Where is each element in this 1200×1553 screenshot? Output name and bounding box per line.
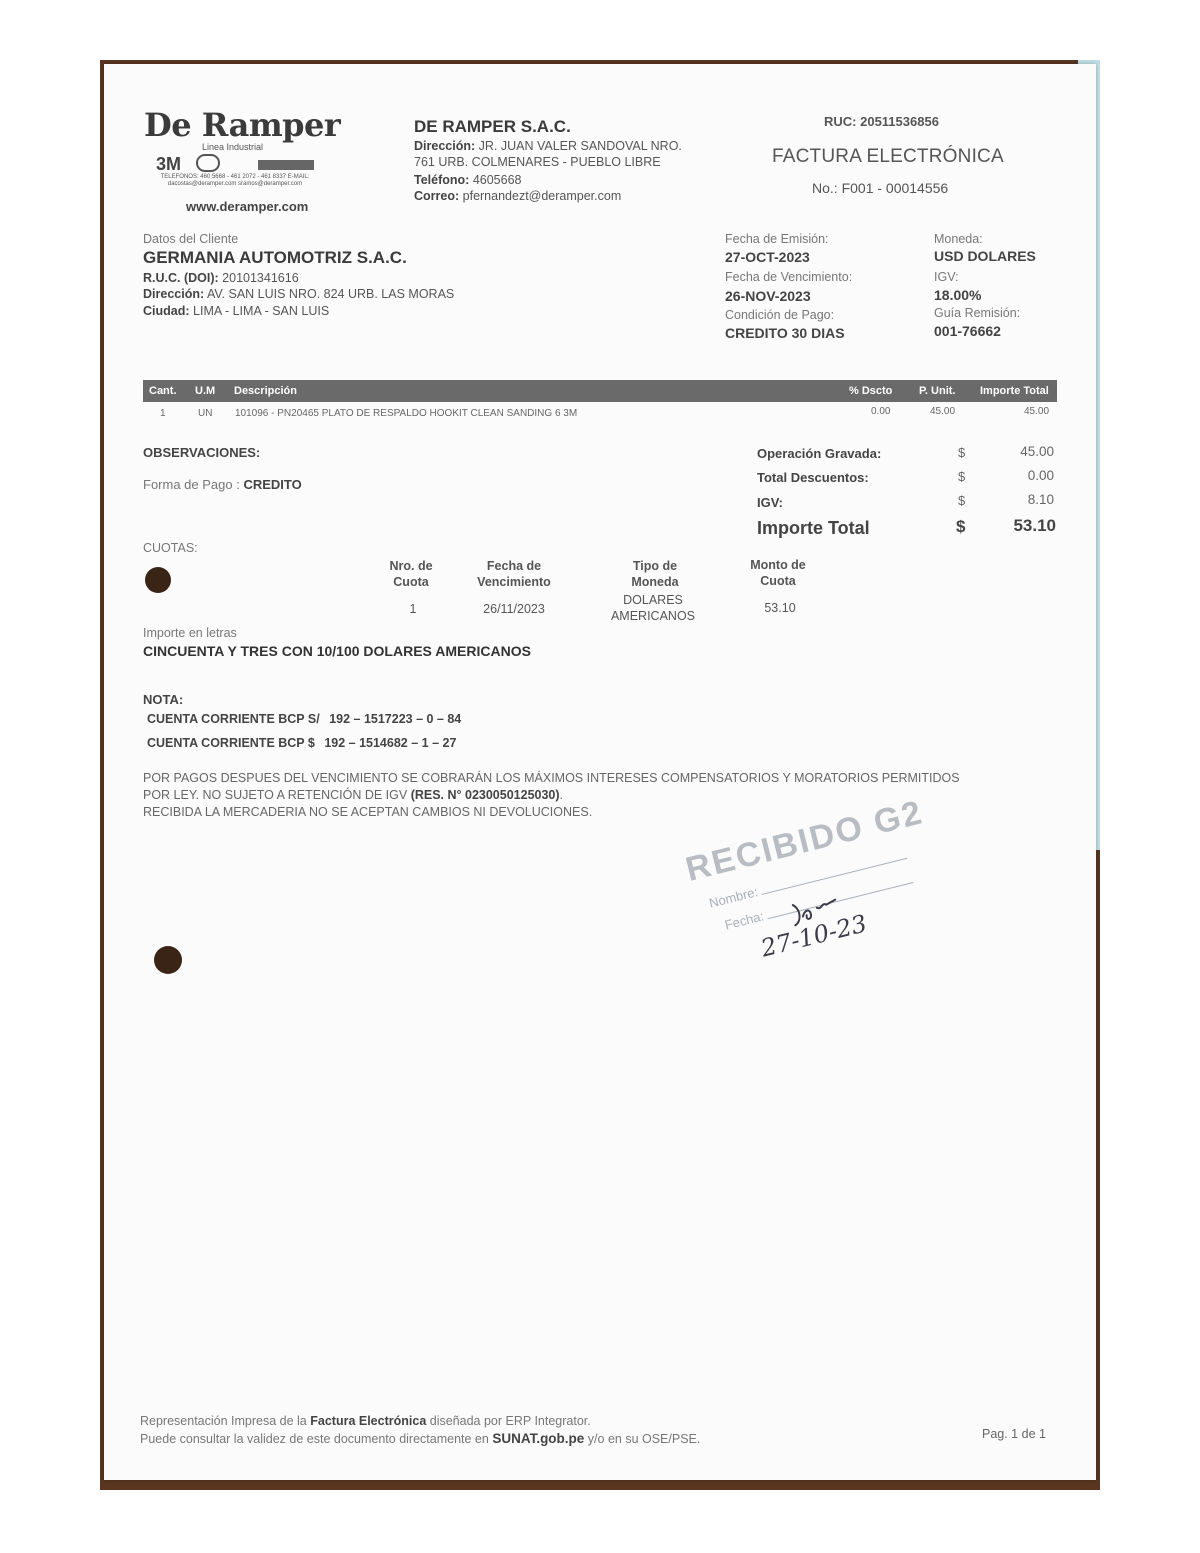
installment-amount-header (728, 557, 828, 589)
installment-amount-header-l1: Monto de (750, 558, 806, 572)
col-total: Importe Total (980, 385, 1049, 397)
payment-form-value: CREDITO (243, 477, 302, 492)
row-unit: UN (198, 408, 213, 419)
footer-line1-bold: Factura Electrónica (310, 1414, 427, 1428)
issuer-name: DE RAMPER S.A.C. (414, 117, 571, 136)
client-city-value: LIMA - LIMA - SAN LUIS (193, 304, 330, 318)
footer-line1-suffix: diseñada por ERP Integrator. (429, 1414, 591, 1428)
logo-tagline: Linea Industrial (202, 142, 264, 152)
logo-3m: 3M (156, 154, 182, 174)
issuer-ruc: RUC: 20511536856 (824, 114, 939, 129)
bank-account-usd-label: CUENTA CORRIENTE BCP $ (147, 736, 315, 750)
page-number: Pag. 1 de 1 (982, 1427, 1046, 1441)
installment-due-header-l1: Fecha de (486, 559, 542, 573)
table-row (143, 406, 1057, 422)
document-number: No.: F001 - 00014556 (812, 180, 949, 196)
logo-contact: TELEFONOS: 460 5668 - 461 2072 - 461 8337 E-MAIL: dacostas@deramper.com sramos@deramper.com (160, 174, 310, 187)
igv-amount: 8.10 (1027, 492, 1054, 507)
installments-title: CUOTAS: (143, 541, 198, 555)
igv-currency: $ (958, 493, 966, 508)
bank-account-pen-number: 192 – 1517223 – 0 – 84 (329, 712, 462, 726)
row-unit-price: 45.00 (930, 406, 956, 417)
issuer-phone (414, 173, 521, 187)
issuer-email-label: Correo: (414, 189, 460, 203)
installment-amount: 53.10 (764, 601, 796, 615)
issuer-address (414, 139, 682, 153)
client-ruc-label: R.U.C. (DOI): (143, 271, 219, 285)
installment-due-header-l2: Vencimiento (477, 575, 551, 589)
observations-title: OBSERVACIONES: (143, 445, 261, 460)
logo-bar (258, 160, 314, 170)
client-address (143, 287, 454, 301)
discounts-amount: 0.00 (1027, 468, 1054, 483)
stamp-name-label: Nombre: (707, 884, 760, 911)
bank-account-usd-number: 192 – 1514682 – 1 – 27 (324, 736, 457, 750)
client-address-value: AV. SAN LUIS NRO. 824 URB. LAS MORAS (206, 287, 455, 301)
installment-currency-header-l2: Moneda (631, 575, 679, 589)
footer-line1-prefix: Representación Impresa de la (140, 1414, 307, 1428)
installment-currency-header (600, 558, 710, 590)
payment-condition: CREDITO 30 DIAS (725, 325, 845, 341)
bank-account-pen-label: CUENTA CORRIENTE BCP S/ (147, 712, 320, 726)
igv-rate-label: IGV: (934, 270, 959, 284)
handwritten-date: 27-10-23 (758, 909, 870, 963)
total-label: Importe Total (757, 518, 870, 538)
col-discount: % Dscto (849, 385, 893, 397)
row-qty: 1 (160, 408, 166, 419)
taxable-currency: $ (958, 445, 966, 460)
logo-brand: De Ramper (144, 106, 341, 144)
note-title: NOTA: (143, 692, 184, 707)
row-total: 45.00 (1024, 406, 1050, 417)
issuer-address-line2: 761 URB. COLMENARES - PUEBLO LIBRE (414, 155, 661, 169)
col-unit-price: P. Unit. (919, 385, 956, 397)
row-discount: 0.00 (871, 406, 891, 417)
installment-currency (598, 592, 708, 624)
installment-amount-header-l2: Cuota (760, 574, 796, 588)
partner-logo-icon (196, 154, 220, 172)
total-amount: 53.10 (1013, 516, 1056, 535)
igv-rate: 18.00% (934, 287, 982, 303)
amount-in-words-label: Importe en letras (143, 626, 237, 640)
issue-date-label: Fecha de Emisión: (725, 232, 829, 246)
client-section-label: Datos del Cliente (143, 232, 239, 246)
terms-line2-suffix: . (559, 788, 564, 802)
issuer-phone-value: 4605668 (472, 173, 522, 187)
row-description: 101096 - PN20465 PLATO DE RESPALDO HOOKIT CLEAN SANDING 6 3M (235, 408, 578, 419)
terms-line1: POR PAGOS DESPUES DEL VENCIMIENTO SE COBRARÁN LOS MÁXIMOS INTERESES COMPENSATORIOS Y MORATORIOS PERMITIDOS (143, 771, 960, 785)
discounts-currency: $ (958, 469, 966, 484)
footer-line2 (140, 1430, 700, 1448)
footer-line2-suffix: y/o en su OSE/PSE. (587, 1432, 701, 1446)
taxable-amount: 45.00 (1020, 444, 1054, 459)
client-name: GERMANIA AUTOMOTRIZ S.A.C. (143, 248, 407, 267)
client-city-label: Ciudad: (143, 304, 190, 318)
logo-website: www.deramper.com (186, 199, 309, 214)
items-table-header (143, 380, 1057, 402)
installment-number: 1 (409, 602, 417, 616)
currency-label: Moneda: (934, 232, 983, 246)
installment-currency-l2: AMERICANOS (610, 609, 696, 623)
issue-date: 27-OCT-2023 (725, 249, 810, 265)
stamp-date-label: Fecha: (723, 908, 766, 933)
client-address-label: Dirección: (143, 287, 205, 301)
client-city (143, 304, 329, 318)
installment-currency-header-l1: Tipo de (632, 559, 678, 573)
installment-number-header-l1: Nro. de (389, 559, 433, 573)
bank-account-pen (147, 712, 461, 726)
installment-number-header-l2: Cuota (393, 575, 429, 589)
due-date: 26-NOV-2023 (725, 288, 811, 304)
issuer-phone-label: Teléfono: (414, 173, 470, 187)
installment-number-header (372, 558, 450, 590)
payment-form (143, 477, 302, 492)
terms-line3: RECIBIDA LA MERCADERIA NO SE ACEPTAN CAMBIOS NI DEVOLUCIONES. (143, 805, 593, 819)
total-currency: $ (956, 517, 966, 536)
issuer-email-value: pfernandezt@deramper.com (462, 189, 622, 203)
footer-line1 (140, 1412, 700, 1430)
terms-resolution: (RES. N° 0230050125030) (410, 788, 560, 802)
installment-currency-l1: DOLARES (623, 593, 683, 607)
client-ruc (143, 271, 299, 285)
footer (140, 1412, 700, 1448)
issuer-address-line1: JR. JUAN VALER SANDOVAL NRO. (478, 139, 682, 153)
sunat-link: SUNAT.gob.pe (492, 1431, 585, 1446)
client-ruc-value: 20101341616 (222, 271, 299, 285)
col-description: Descripción (234, 385, 297, 397)
col-unit: U.M (195, 385, 216, 397)
payment-form-label: Forma de Pago : (143, 477, 240, 492)
currency: USD DOLARES (934, 248, 1036, 264)
document-type: FACTURA ELECTRÓNICA (772, 146, 1004, 167)
amount-in-words: CINCUENTA Y TRES CON 10/100 DOLARES AMERICANOS (143, 643, 531, 659)
col-qty: Cant. (149, 385, 177, 397)
issuer-email (414, 189, 621, 203)
issuer-address-label: Dirección: (414, 139, 476, 153)
guide-label: Guía Remisión: (934, 306, 1021, 320)
punch-hole-lower (154, 946, 182, 974)
taxable-label: Operación Gravada: (757, 446, 882, 461)
payment-condition-label: Condición de Pago: (725, 308, 835, 322)
guide-number: 001-76662 (934, 323, 1001, 339)
stamp-title: RECIBIDO G2 (682, 793, 928, 889)
discounts-label: Total Descuentos: (757, 470, 869, 485)
installment-due-header (462, 558, 566, 590)
due-date-label: Fecha de Vencimiento: (725, 270, 853, 284)
terms-line2-prefix: POR LEY. NO SUJETO A RETENCIÓN DE IGV (143, 788, 408, 802)
punch-hole (145, 567, 171, 593)
bank-account-usd (147, 736, 456, 750)
footer-line2-prefix: Puede consultar la validez de este documento directamente en (140, 1432, 489, 1446)
igv-label: IGV: (757, 495, 784, 510)
installment-due: 26/11/2023 (483, 602, 545, 616)
